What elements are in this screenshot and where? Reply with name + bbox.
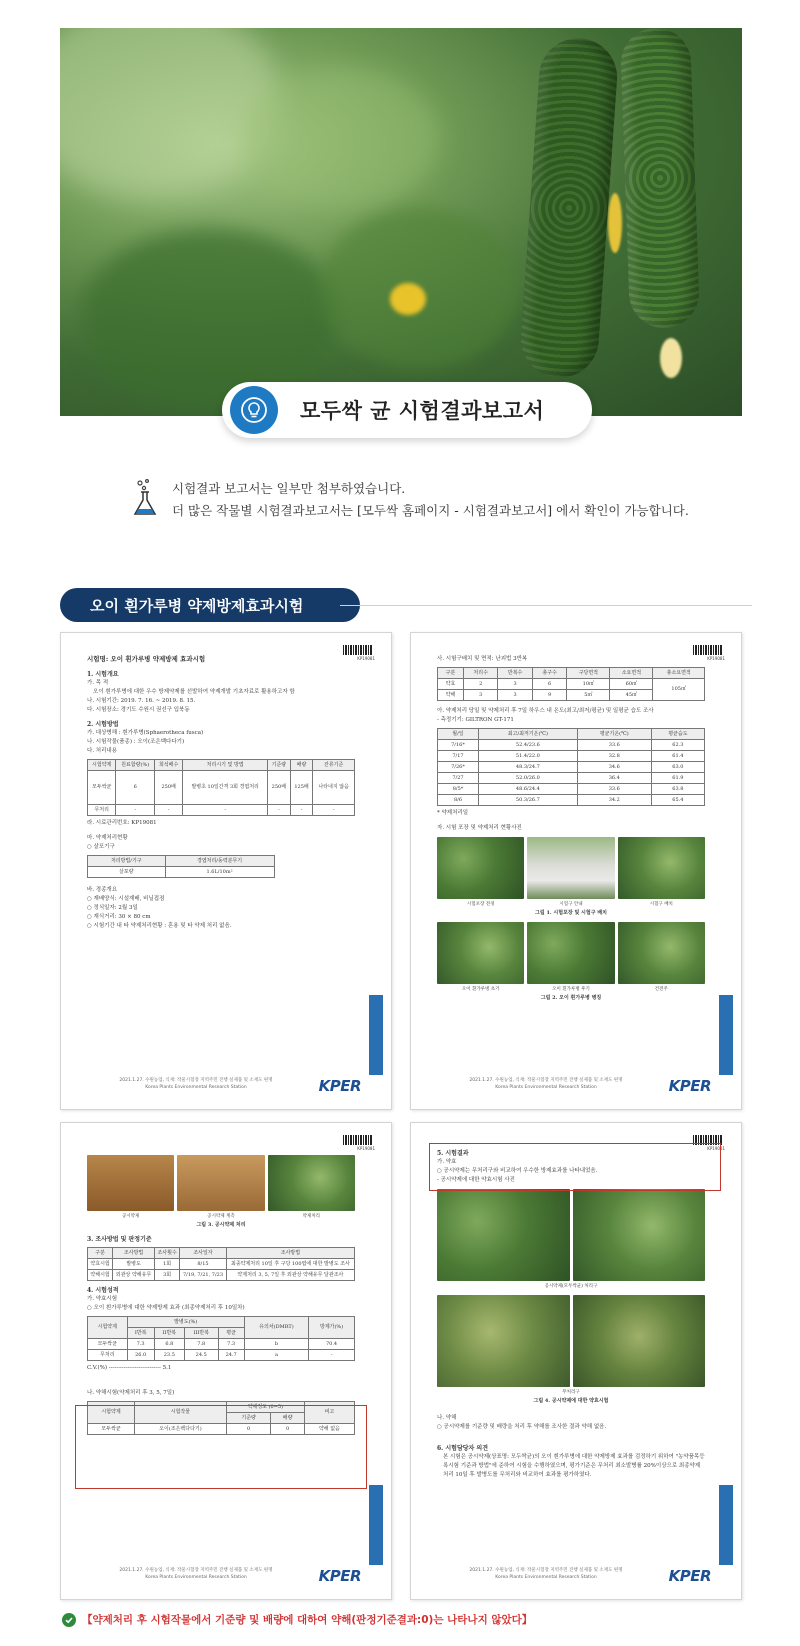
page1-s1a: 가. 목 적 [87,680,109,686]
page1-s1a-text: 오이 흰가루병에 대한 우수 방제약제를 선발하여 약제개발 기초자료로 활용하고자 함 [93,689,295,695]
report-page-2: KP19081 사. 시험구배치 및 면적: 난괴법 3반복 구분 처리수 반복수 총구수 구당면적 소요면적 총소요면적 약효 2 3 6 10㎡ 60㎡ 105㎡ 약해 3 3 9 5㎡ 45㎡ 아. 약제처리 당일 및 약제처리 후 7일 하우스 내 온도(최고/최저/평균) 및 일평균 습도 조사 - 측정기기: GILTRON GT-171 월/일 최고/최저기온(℃) 평균기온(℃) 평균습도 7/16* 52.4/23.6 33.6 62.3 7/17 51.4/22.0 32.8 61.4 7/26* 48.3/24.7 34.6 63.0 7/27 52.0/26.0 36.4 61.9 8/5* 48.6/24.4 33.6 63.8 8/6 50.3/26.7 34.2 65.4 * 약제처리일 자. 시험 포장 및 약제처리 현황사진 시험포장 전경 시험구 안내 시험구 배치 그림 1. 시험포장 및 시험구 배치 오이 흰가루병 초기 오이 흰가루병 후기 건전주 그림 2. 오이 흰가루병 병징 2021.1.27. 수원농업, 식재: 작물시험장 지역주민 진행 실제품 및 소재도 편명 Korea Plants Environmental Research Station KPER [410,632,742,1110]
report-title: 모두싹 균 시험결과보고서 [300,399,545,423]
barcode-number: KP19081 [357,1146,375,1151]
control-photo-2 [573,1295,706,1387]
survey-table: 구분 조사방법 조사횟수 조사일자 조사방법 약효시험 발병도 1회 8/15 최종약제처리 10일 후 구당 100엽에 대한 발병도 조사 약해시험 외관상 약해유무 3회 7/19, 7/21, 7/23 약제처리 3, 5, 7일 후 외관상 약해유무 달관조사 [87,1247,355,1281]
page1-f1: ○ 재배양식: 시설재배, 비닐접점 [87,896,165,902]
page1-title: 시험명: 오이 흰가루병 약제방제 효과시험 [87,655,206,663]
barcode [343,1135,373,1145]
treated-photo-2 [573,1189,706,1281]
cv-line: C.V.(%) ---------------------------- 5.1 [87,1365,172,1371]
page1-s2d: 라. 시료관리번호: KP19081 [87,820,157,826]
page4-s5a: 가. 약효 [437,1159,457,1165]
kper-logo: KPER [318,1077,361,1095]
barcode-number: KP19081 [707,1146,725,1151]
barcode [693,645,723,655]
page4-s5b1: ○ 공시약제를 기준량 및 배량을 처리 후 약해를 조사한 결과 약해 없음. [437,1424,607,1430]
page4-s6: 6. 시험담당자 의견 [437,1445,489,1452]
page2-sa: 사. 시험구배치 및 면적: 난괴법 3반복 [437,656,528,662]
page-sidebar [719,1485,733,1565]
fig4-caption: 그림 4. 공시약제에 대한 약효시험 [533,1398,609,1404]
result-photo-row-1 [437,1189,705,1281]
page1-s2f: 바. 경종개요 [87,887,118,893]
page1-s2e: 마. 약제처리현황 [87,835,128,841]
page4-s6-text: 본 시험은 공시약제(상표명: 모두싹균)의 오이 흰가루병에 대한 약제방제 효과를 검정하기 위하여 "농약품목등록시험 기준과 방법"에 준하여 시험을 수행하였으며, 평가기준은 무처리 최소발병률 20%이상으로 최종약제처리 10일 후 발병도를 무처리와 비교하여 효과를 평가하였다. [443,1454,705,1478]
chemical-measure-photo [177,1155,264,1211]
page1-s2b: 나. 시험작물(품종) : 오이(조은백다다기) [87,739,185,745]
page1-f3: ○ 재식거리: 30 × 80 cm [87,914,151,920]
kper-logo: KPER [318,1567,361,1585]
photo-row-2 [437,922,705,984]
fig1-caption: 그림 1. 시험포장 및 시험구 배치 [535,910,607,916]
page-sidebar [719,995,733,1075]
kper-logo: KPER [668,1077,711,1095]
page3-s4b: 나. 약해시험(약제처리 후 3, 5, 7일) [87,1390,175,1396]
page3-s4a1: ○ 오이 흰가루병에 대한 약제방제 효과 (최종약제처리 후 10일차) [87,1305,245,1311]
chemical-photo [87,1155,174,1211]
highlight-box [75,1405,367,1489]
barcode-number: KP19081 [357,656,375,661]
notice [130,478,689,522]
temperature-table: 월/일 최고/최저기온(℃) 평균기온(℃) 평균습도 7/16* 52.4/23.6 33.6 62.3 7/17 51.4/22.0 32.8 61.4 7/26* 48.3/24.7 34.6 63.0 7/27 52.0/26.0 36.4 61.9 8/5* 48.6/24.4 33.6 63.8 8/6 50.3/26.7 34.2 65.4 [437,728,705,806]
page1-s2e1: ○ 살포기구 [87,844,115,850]
page3-s4a: 가. 약효시험 [87,1296,118,1302]
treatment-table: 시험약제 원료함량(%) 희석배수 처리시기 및 방법 기준량 배량 잔류기준 모두싹균 6 250배 발병초 10일간격 3회 경엽처리 250배 125배 나타내지 않음 무처리 - - - - - - [87,759,355,816]
page1-f4: ○ 시험기간 내 타 약제처리현황 : 혼용 및 타 약제 처리 없음. [87,923,232,929]
page4-s5b: 나. 약해 [437,1415,457,1421]
healthy-photo [618,922,705,984]
hero-cucumber-image [60,28,742,416]
efficacy-table: 시험약제 발병도(%) 유의차(DMRT) 방제가(%) I반복 II반복 III반복 평균 모두싹균 7.3 6.8 7.8 7.3 b 70.4 무처리 26.0 23.5 24.5 24.7 a - [87,1316,355,1361]
report-page-1 [60,632,392,1110]
page-footer: 2021.1.27. 수원농업, 식재: 작물시험장 지역주민 진행 실제품 및 소재도 편명 Korea Plants Environmental Research Station [469,1568,623,1580]
footer-note [62,1612,532,1627]
barcode [343,645,373,655]
page2-temp-note: * 약제처리일 [437,810,469,816]
fig2-caption: 그림 2. 오이 흰가루병 병징 [540,995,602,1001]
page-footer: 2021.1.27. 수원농업, 식재: 작물시험장 지역주민 진행 실제품 및 소재도 편명 Korea Plants Environmental Research Station [119,1568,273,1580]
page1-f2: ○ 정식일자: 2월 3일 [87,905,138,911]
check-circle-icon [62,1613,76,1627]
page1-s2: 2. 시험방법 [87,721,119,728]
disease-early-photo [437,922,524,984]
photo-row-1 [437,837,705,899]
chemical-photo-row [87,1155,355,1211]
page1-s1: 1. 시험개요 [87,671,119,678]
page-footer: 2021.1.27. 수원농업, 식재: 작물시험장 지역주민 진행 실제품 및 소재도 편명 Korea Plants Environmental Research Station [469,1078,623,1090]
spray-photo [268,1155,355,1211]
phytotoxicity-table: 시험약제 시험작물 약해정도 (0~5) 비고 기준량 배량 모두싹균 오이(조은백다다기) 0 0 약해 없음 [87,1401,355,1435]
lightbulb-icon [230,386,278,434]
section-divider [340,605,752,606]
page2-sb: 아. 약제처리 당일 및 약제처리 후 7일 하우스 내 온도(최고/최저/평균) 및 일평균 습도 조사 [437,708,654,714]
result-photo-row-2 [437,1295,705,1387]
footer-note-text: 【약제처리 후 시험작물에서 기준량 및 배량에 대하여 약해(판정기준결과:0)는 나타나지 않았다】 [82,1614,533,1626]
page-sidebar [369,995,383,1075]
report-page-3: KP19081 공시약제 공시약제 계측 약제처리 그림 3. 공시약제 처리 3. 조사방법 및 판정기준 구분 조사방법 조사횟수 조사일자 조사방법 약효시험 발병도 1회 8/15 최종약제처리 10일 후 구당 100엽에 대한 발병도 조사 약해시험 외관상 약해유무 3회 7/19, 7/21, 7/23 약제처리 3, 5, 7일 후 외관상 약해유무 달관조사 4. 시험성적 가. 약효시험 ○ 오이 흰가루병에 대한 약제방제 효과 (최종약제처리 후 10일차) 시험약제 발병도(%) 유의차(DMRT) 방제가(%) I반복 II반복 III반복 평균 모두싹균 7.3 6.8 7.8 7.3 b 70.4 무처리 26.0 23.5 24.5 24.7 a - C.V.(%) ---------------------------- 5.1 나. 약해시험(약제처리 후 3, 5, 7일) 시험약제 시험작물 약해정도 (0~5) 비고 기준량 배량 모두싹균 오이(조은백다다기) 0 0 약해 없음 2021.1.27. 수원농업, 식재: 작물시험장 지역주민 진행 실제품 및 소재도 편명 Korea Plants Environmental Research Station KPER [60,1122,392,1600]
flask-icon [130,478,160,522]
fig3-caption: 그림 3. 공시약제 처리 [196,1222,246,1228]
notice-line-1: 시험결과 보고서는 일부만 첨부하였습니다. [172,481,406,496]
page3-s4: 4. 시험성적 [87,1287,119,1294]
page3-s3: 3. 조사방법 및 판정기준 [87,1236,152,1243]
page4-s5a2: - 공시약제에 대한 약효시험 사진 [437,1177,515,1183]
treated-photo-1 [437,1189,570,1281]
control-photo-1 [437,1295,570,1387]
spray-table: 처리방법/기구 경엽처리/동력분무기 살포량 1.6L/10m² [87,855,275,878]
plot-table: 구분 처리수 반복수 총구수 구당면적 소요면적 총소요면적 약효 2 3 6 10㎡ 60㎡ 105㎡ 약해 3 3 9 5㎡ 45㎡ [437,667,705,701]
barcode-number: KP19081 [707,656,725,661]
page2-sb2: - 측정기기: GILTRON GT-171 [437,717,514,723]
plot-photo [618,837,705,899]
sign-photo [527,837,614,899]
report-page-4: KP19081 5. 시험결과 가. 약효 ○ 공시약제는 무처리구와 비교하여 우수한 방제효과를 나타내었음. - 공시약제에 대한 약효시험 사진 공시약제(모두싹균) 처리구 무처리구 그림 4. 공시약제에 대한 약효시험 나. 약해 ○ 공시약제를 기준량 및 배량을 처리 후 약해를 조사한 결과 약해 없음. 6. 시험담당자 의견 본 시험은 공시약제(상표명: 모두싹균)의 오이 흰가루병에 대한 약제방제 효과를 검정하기 위하여 "농약품목등록시험 기준과 방법"에 준하여 시험을 수행하였으며, 평가기준은 무처리 최소발병률 20%이상으로 최종약제처리 10일 후 발병도를 무처리와 비교하여 효과를 평가하였다. 2021.1.27. 수원농업, 식재: 작물시험장 지역주민 진행 실제품 및 소재도 편명 Korea Plants Environmental Research Station KPER [410,1122,742,1600]
page2-sc: 자. 시험 포장 및 약제처리 현황사진 [437,825,522,831]
disease-late-photo [527,922,614,984]
highlight-box [429,1143,721,1191]
page1-s1b: 나. 시험기간: 2019. 7. 16. ~ 2019. 8. 15. [87,698,196,704]
notice-line-2: 더 많은 작물별 시험결과보고서는 [모두싹 홈페이지 - 시험결과보고서] 에서 확인이 가능합니다. [172,503,689,518]
page4-s5: 5. 시험결과 [437,1150,469,1157]
kper-logo: KPER [668,1567,711,1585]
page-sidebar [369,1485,383,1565]
page1-s2a: 가. 대상병해 : 흰가루병(Sphaerotheca fusca) [87,730,204,736]
page-footer: 2021.1.27. 수원농업, 식재: 작물시험장 지역주민 진행 실제품 및 소재도 편명 Korea Plants Environmental Research Station [119,1078,273,1090]
section-title: 오이 흰가루병 약제방제효과시험 [60,588,360,622]
report-title-pill [222,382,592,438]
field-photo [437,837,524,899]
page1-s1c: 다. 시험장소: 경기도 수원시 권선구 입북동 [87,707,190,713]
page4-s5a1: ○ 공시약제는 무처리구와 비교하여 우수한 방제효과를 나타내었음. [437,1168,598,1174]
page1-s2c: 다. 처리내용 [87,748,118,754]
